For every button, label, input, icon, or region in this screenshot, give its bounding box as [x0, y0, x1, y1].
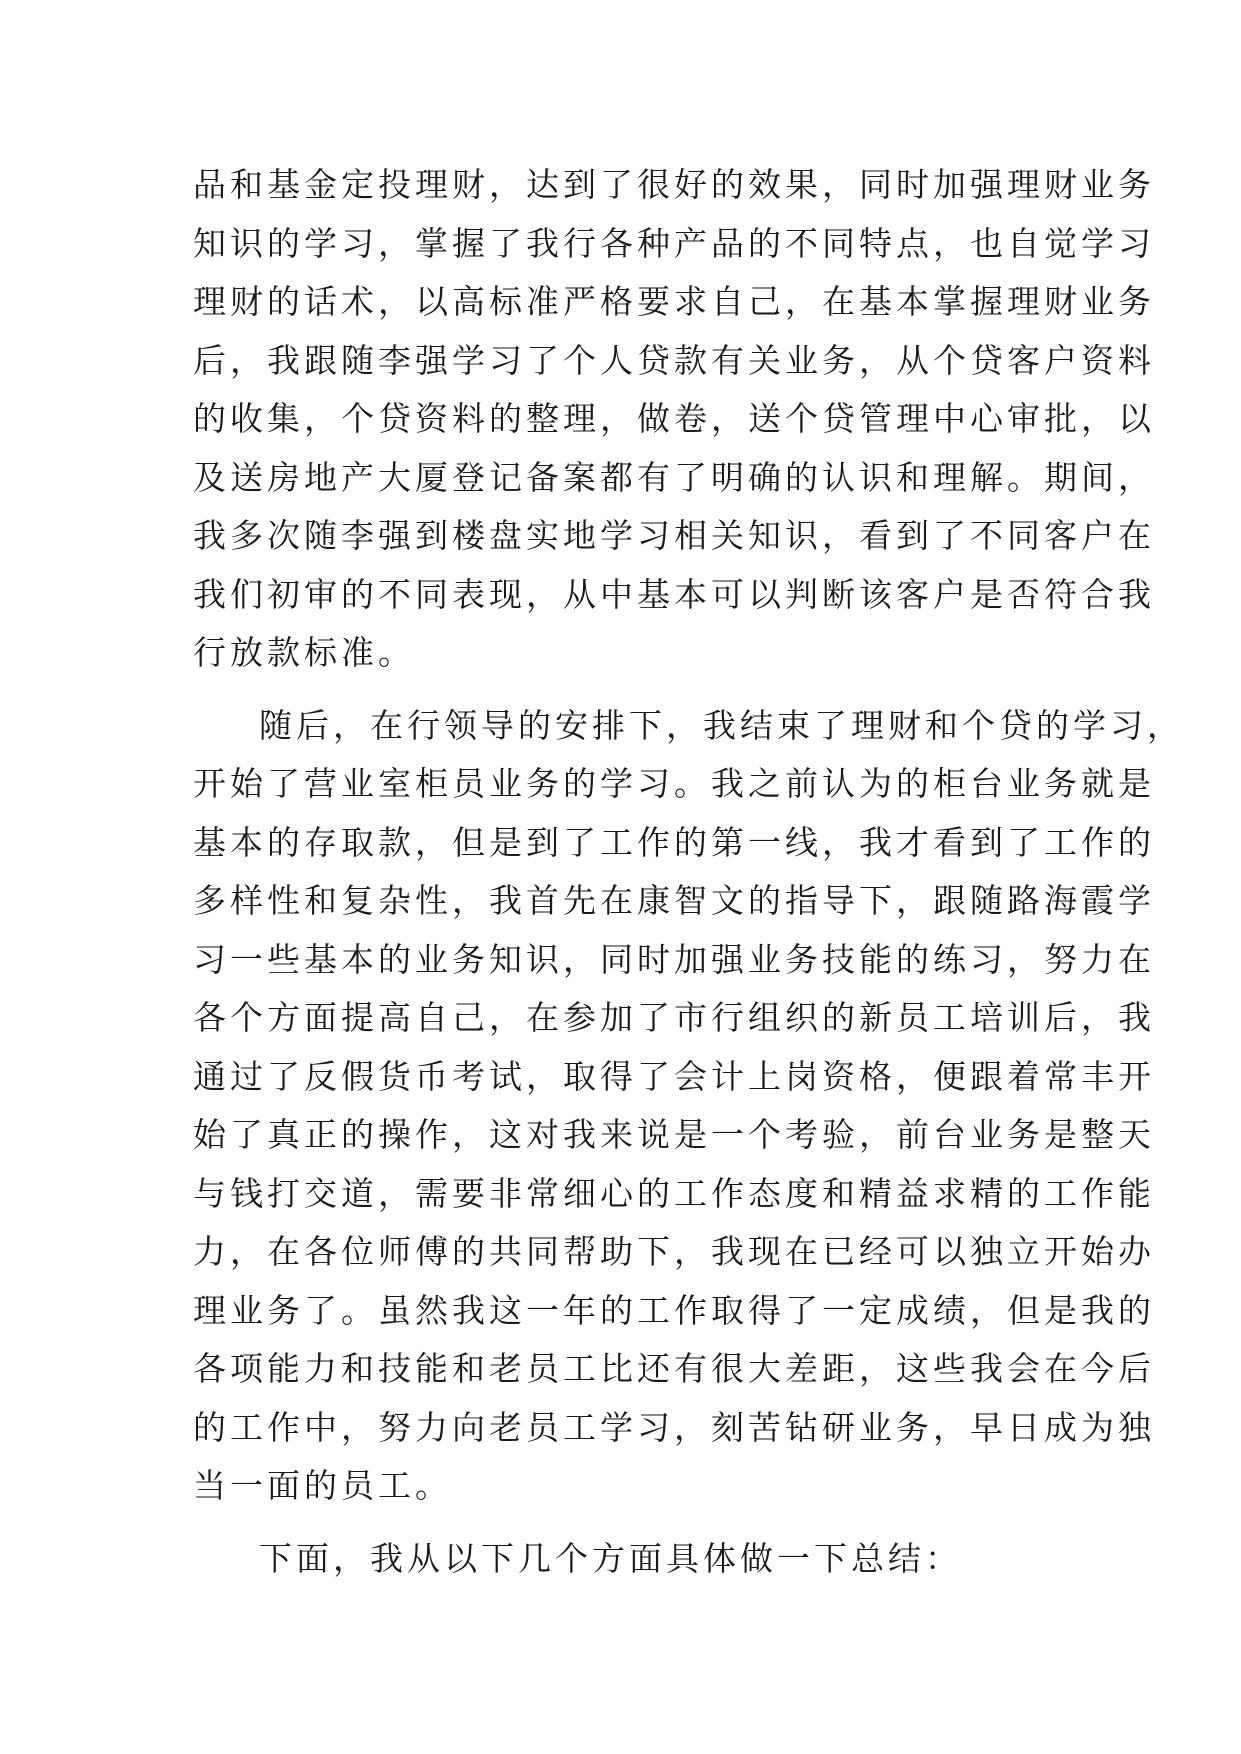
- text-line: 我们初审的不同表现，从中基本可以判断该客户是否符合我: [193, 574, 1155, 614]
- paragraph-1: [193, 156, 1155, 683]
- text-line: 知识的学习，掌握了我行各种产品的不同特点，也自觉学习: [193, 223, 1155, 263]
- text-line: 的收集，个贷资料的整理，做卷，送个贷管理中心审批，以: [193, 399, 1155, 438]
- paragraph-2: [193, 697, 1184, 1516]
- text-line: 下面，我从以下几个方面具体做一下总结：: [259, 1538, 962, 1578]
- text-line: 基本的存取款，但是到了工作的第一线，我才看到了工作的: [193, 822, 1155, 862]
- text-line: 我多次随李强到楼盘实地学习相关知识，看到了不同客户在: [193, 516, 1155, 555]
- text-line: 及送房地产大厦登记备案都有了明确的认识和理解。期间，: [193, 457, 1155, 497]
- text-line: 通过了反假货币考试，取得了会计上岗资格，便跟着常丰开: [193, 1056, 1155, 1096]
- text-line: 力，在各位师傅的共同帮助下，我现在已经可以独立开始办: [193, 1232, 1155, 1271]
- text-line: 习一些基本的业务知识，同时加强业务技能的练习，努力在: [193, 939, 1155, 979]
- text-line: 与钱打交道，需要非常细心的工作态度和精益求精的工作能: [193, 1173, 1155, 1213]
- text-line: 行放款标准。: [193, 633, 415, 672]
- text-line: 当一面的员工。: [193, 1466, 452, 1505]
- text-line: 多样性和复杂性，我首先在康智文的指导下，跟随路海霞学: [193, 881, 1155, 920]
- text-line: 理业务了。虽然我这一年的工作取得了一定成绩，但是我的: [193, 1290, 1155, 1330]
- text-line: 随后，在行领导的安排下，我结束了理财和个贷的学习，: [259, 705, 1184, 745]
- text-line: 各个方面提高自己，在参加了市行组织的新员工培训后，我: [193, 998, 1155, 1037]
- text-line: 的工作中，努力向老员工学习，刻苦钻研业务，早日成为独: [193, 1407, 1155, 1447]
- text-line: 后，我跟随李强学习了个人贷款有关业务，从个贷客户资料: [193, 340, 1155, 380]
- body-text: [193, 156, 1184, 1588]
- text-line: 始了真正的操作，这对我来说是一个考验，前台业务是整天: [193, 1115, 1155, 1154]
- text-line: 理财的话术，以高标准严格要求自己，在基本掌握理财业务: [193, 282, 1155, 321]
- paragraph-3: [193, 1530, 1073, 1589]
- text-line: 开始了营业室柜员业务的学习。我之前认为的柜台业务就是: [193, 764, 1155, 803]
- text-line: 品和基金定投理财，达到了很好的效果，同时加强理财业务: [193, 165, 1155, 204]
- text-line: 各项能力和技能和老员工比还有很大差距，这些我会在今后: [193, 1349, 1155, 1388]
